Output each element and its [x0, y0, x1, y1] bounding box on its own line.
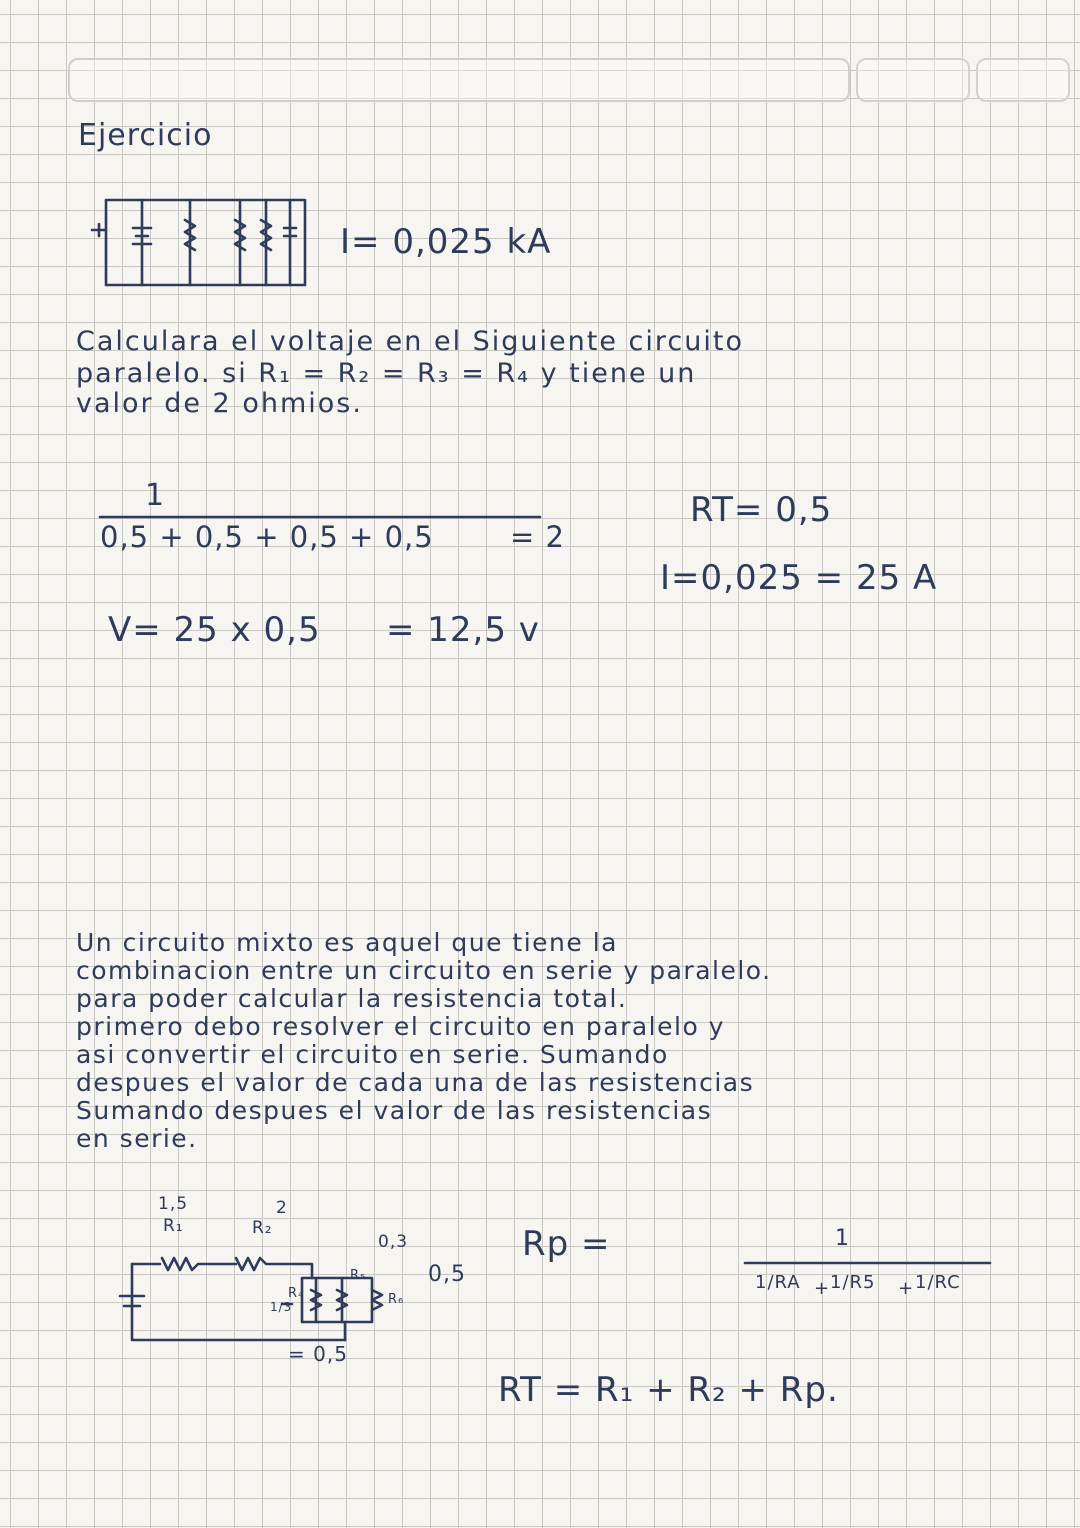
explanation-line-3: para poder calcular la resistencia total. — [76, 984, 628, 1013]
formula-term-3: 1/RC — [915, 1272, 961, 1293]
bottom-value: = 0,5 — [288, 1342, 348, 1366]
problem-line-2: paralelo. si R₁ = R₂ = R₃ = R₄ y tiene un — [76, 358, 697, 389]
rp-label: Rp = — [522, 1224, 611, 1264]
problem-line-3: valor de 2 ohmios. — [76, 388, 363, 419]
r6-label: R₆ — [388, 1292, 405, 1307]
fraction-result: = 2 — [510, 520, 565, 554]
r2-label: R₂ — [252, 1218, 273, 1238]
r1-label: R₁ — [163, 1216, 184, 1236]
formula-term-1: 1/RA — [755, 1272, 801, 1293]
side-fraction: 1/3 — [270, 1300, 293, 1314]
r4-label: R₄ — [288, 1286, 305, 1301]
plus-sign: + — [898, 1278, 915, 1299]
rt-formula: RT = R₁ + R₂ + Rp. — [498, 1370, 839, 1410]
fraction-denominator: 0,5 + 0,5 + 0,5 + 0,5 — [100, 520, 434, 554]
rt-value: RT= 0,5 — [690, 490, 833, 530]
r5-label: R₅ — [350, 1268, 367, 1283]
explanation-line-8: en serie. — [76, 1124, 198, 1153]
r1-value: 1,5 — [158, 1194, 189, 1214]
explanation-line-5: asi convertir el circuito en serie. Sumando — [76, 1040, 669, 1069]
voltage-result: = 12,5 v — [386, 610, 540, 650]
voltage-calculation: V= 25 x 0,5 — [108, 610, 321, 650]
fraction-numerator: 1 — [145, 478, 166, 513]
current-calculation: I=0,025 = 25 A — [660, 558, 938, 598]
explanation-line-6: despues el valor de cada una de las resistencias — [76, 1068, 755, 1097]
parallel-circuit-diagram — [92, 200, 305, 285]
plus-sign: + — [814, 1278, 831, 1299]
explanation-line-7: Sumando despues el valor de las resistencias — [76, 1096, 713, 1125]
current-given: I= 0,025 kA — [340, 222, 552, 262]
formula-term-2: 1/R5 — [830, 1272, 876, 1293]
r6-value: 0,5 — [428, 1262, 466, 1287]
explanation-line-4: primero debo resolver el circuito en paralelo y — [76, 1012, 725, 1041]
formula-numerator: 1 — [835, 1226, 850, 1251]
r2-value: 2 — [276, 1198, 288, 1218]
mixed-circuit-diagram — [120, 1258, 382, 1340]
explanation-line-1: Un circuito mixto es aquel que tiene la — [76, 928, 618, 957]
explanation-line-2: combinacion entre un circuito en serie y paralelo. — [76, 956, 772, 985]
r3-value: 0,3 — [378, 1232, 409, 1252]
problem-line-1: Calculara el voltaje en el Siguiente circuito — [76, 326, 744, 357]
exercise-title: Ejercicio — [78, 118, 213, 153]
